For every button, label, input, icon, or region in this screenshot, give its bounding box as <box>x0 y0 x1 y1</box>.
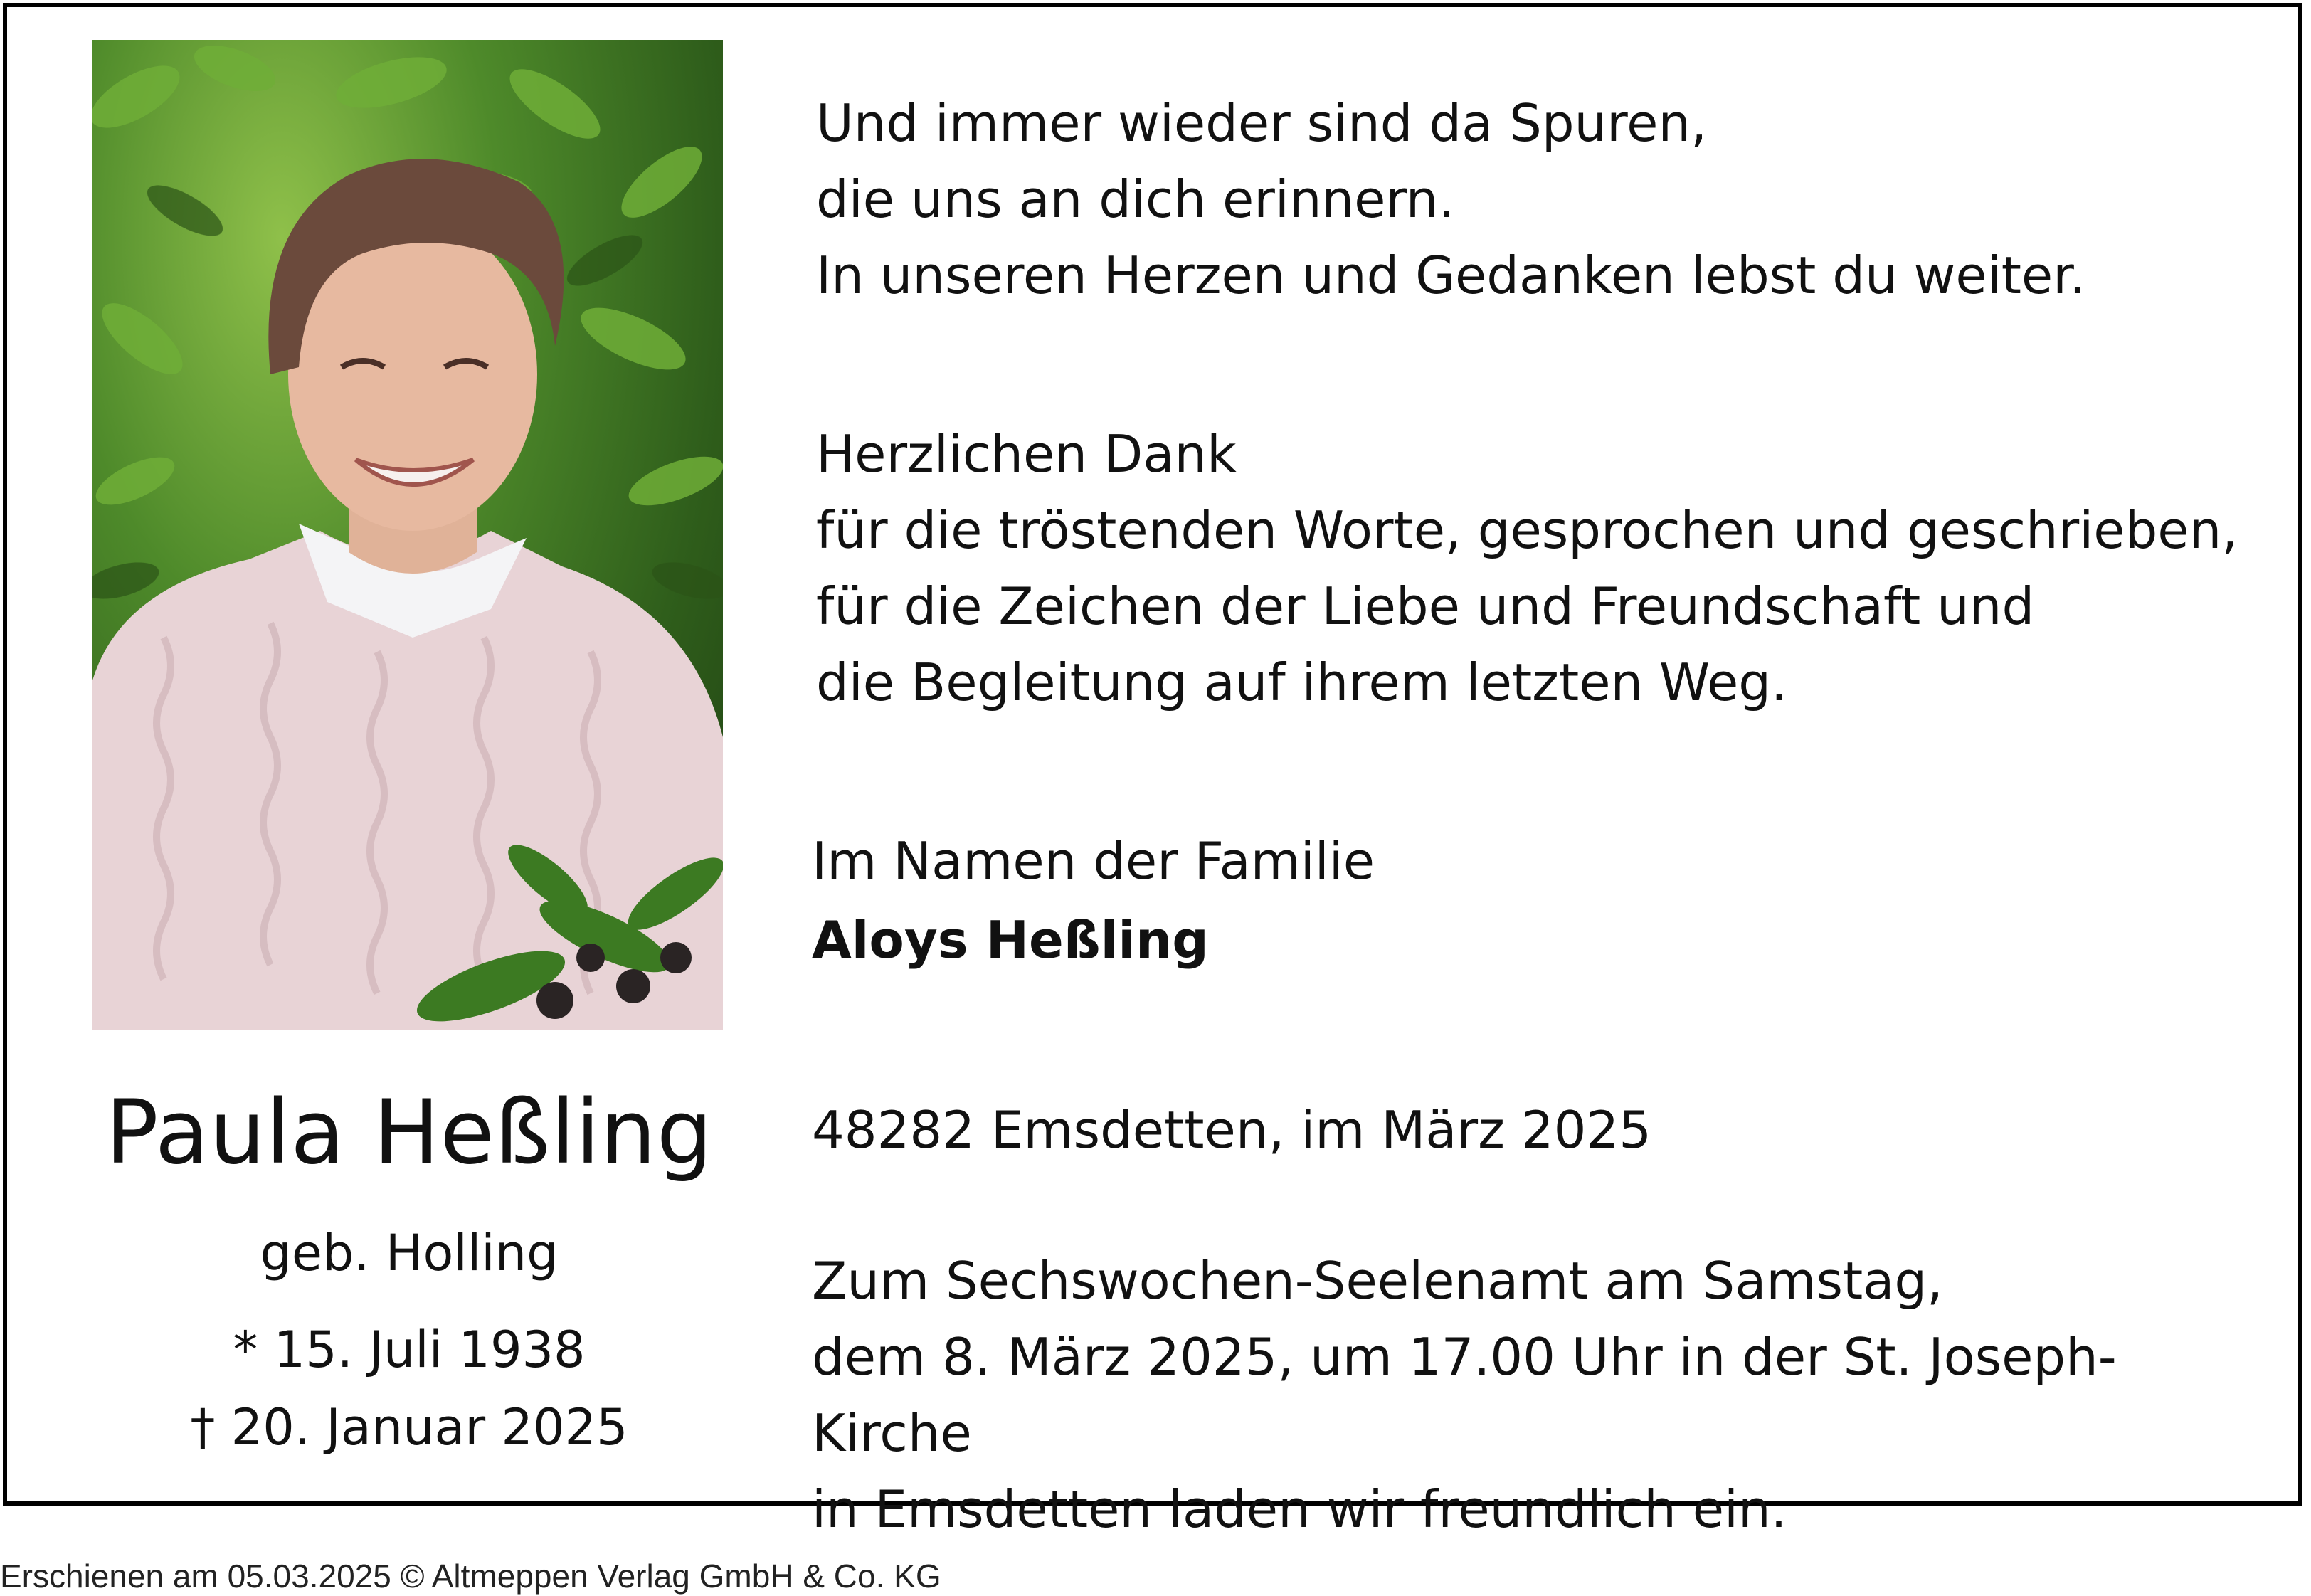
service-line: in Emsdetten laden wir freundlich ein. <box>812 1479 1787 1539</box>
verse-line: die uns an dich erinnern. <box>816 169 1455 229</box>
verse-line: In unseren Herzen und Gedanken lebst du weiter. <box>816 245 2086 305</box>
service-line: Zum Sechswochen-Seelenamt am Samstag, <box>812 1251 1943 1311</box>
family-intro: Im Namen der Familie <box>812 831 1375 891</box>
place-date: 48282 Emsdetten, im März 2025 <box>812 1100 1652 1160</box>
maiden-name: geb. Holling <box>260 1224 559 1282</box>
notice-frame <box>3 3 2302 1539</box>
family-signature <box>812 822 2270 980</box>
verse-block <box>816 85 2275 314</box>
birth-date: * 15. Juli 1938 <box>233 1321 586 1379</box>
service-line: dem 8. März 2025, um 17.00 Uhr in der St. Joseph-Kirche <box>812 1327 2117 1463</box>
death-date: † 20. Januar 2025 <box>190 1398 628 1457</box>
thanks-line: Herzlichen Dank <box>816 424 1237 484</box>
service-announcement <box>812 1243 2270 1548</box>
deceased-name: Paula Heßling <box>105 1082 713 1184</box>
thanks-line: für die tröstenden Worte, gesprochen und geschrieben, <box>816 500 2238 560</box>
thanks-line: die Begleitung auf ihrem letzten Weg. <box>816 652 1787 712</box>
publication-footer: Erschienen am 05.03.2025 © Altmeppen Verlag GmbH & Co. KG <box>0 1558 941 1595</box>
thanks-line: für die Zeichen der Liebe und Freundschaft und <box>816 576 2035 636</box>
portrait-photo <box>92 40 723 1030</box>
signer-name: Aloys Heßling <box>812 910 1209 970</box>
verse-line: Und immer wieder sind da Spuren, <box>816 93 1707 153</box>
thanks-block <box>816 416 2275 721</box>
